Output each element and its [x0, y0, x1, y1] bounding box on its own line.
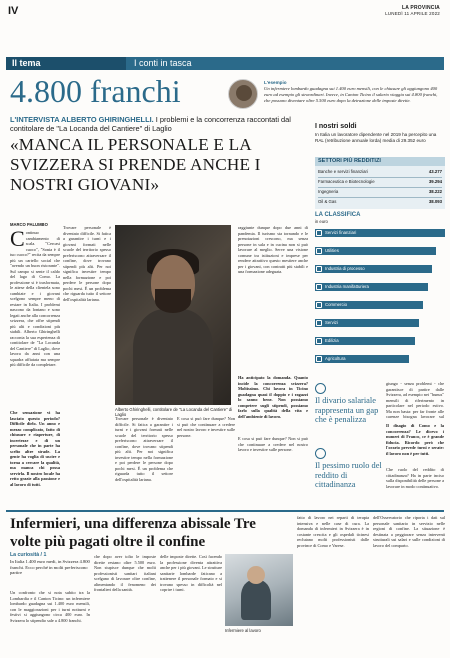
- sector-row: [318, 189, 442, 196]
- article-col2-text: Trovare personale è diventato difficile. Si fatica a garantire i turni e i giovani formati nelle scuole del territorio spesso preferiscono attraversare il confine, dove trovano stipendi più alti. Per noi significa investire tempo nella formazione e poi perdere le persone dopo pochi mesi. È un problema che riguarda tutto il settore dell'ospitalità lariana.: [63, 225, 111, 302]
- ranking-label: Edilizia: [325, 338, 339, 343]
- sector-row: [318, 179, 442, 186]
- sidebar-subtitle: In Italia un lavoratore dipendente nel 2019 ha percepito una RAL (retribuzione annuale lorda) media di 29.352 euro: [315, 132, 437, 143]
- lower-headline: Infermieri, una differenza abissale Tre volte più pagati oltre il confine: [10, 516, 256, 550]
- sector-icon: [316, 302, 322, 308]
- article-col3b-text: Ha anticipato la domanda. Quanto incide la concorrenza svizzera? Moltissimo. Chi lavora in Ticino guadagna quasi il doppio e i ragazzi lo sanno bene. Non possiamo competere sugli stipendi, possiamo farlo sulla qualità della vita e dell'ambiente di lavoro.: [238, 375, 308, 419]
- sector-icon: [316, 320, 322, 326]
- side-column-b-text: Il disagio di Como e la concorrenza? Le dicevo i numeri di Franco, ce è grande fiducia. Ricordo però che l'orario prevede turni e serate: il lavoro non è per tutti.: [386, 423, 444, 456]
- article-column-1b: [10, 410, 60, 505]
- section-title: Il tema: [12, 58, 41, 68]
- ranking-label: Industria manifatturiera: [325, 284, 369, 289]
- sector-divider: [318, 177, 442, 178]
- sector-name: Ingegneria: [318, 189, 339, 194]
- ranking-title: LA CLASSIFICA: [315, 212, 361, 218]
- ranking-row: [315, 298, 445, 310]
- article-column-2: [63, 225, 111, 505]
- dropcap: C: [10, 230, 25, 251]
- article-column-4: [238, 225, 308, 373]
- sector-name: Farmaceutica e Biotecnologie: [318, 179, 375, 184]
- ranking-label: Servizi: [325, 320, 338, 325]
- lower-column-3: [160, 554, 222, 655]
- lower-column-5: [373, 515, 445, 655]
- article-column-3a: [115, 416, 173, 506]
- lower-col1-text: Un confronto che si nota subito tra la Lombardia e il Canton Ticino: un infermiere lombardo guadagna sui 1.400 euro mensili, con le maggiorazioni per i turni notturni e festivi si aggiungono circa 400 euro. In Svizzera lo stipendio sale a 4.800 franchi.: [10, 590, 90, 623]
- article-col2-cont: Trovare personale è diventato difficile. Si fatica a garantire i turni e i giovani formati nelle scuole del territorio spesso preferiscono attraversare il confine, dove trovano stipendi più alti. Per noi significa investire tempo nella formazione e poi perdere le persone dopo pochi mesi. È un problema che riguarda tutto il settore dell'ospitalità lariana.: [115, 416, 173, 482]
- curiosity-title: La curiosità / 1: [10, 552, 47, 558]
- ranking-label: Industria di processo: [325, 266, 365, 271]
- big-number-headline: 4.800 franchi: [10, 73, 181, 109]
- article-column-3b: [177, 416, 235, 506]
- interview-deck: [10, 115, 310, 133]
- ranking-unit: in euro: [315, 219, 328, 224]
- nurse-photo: [225, 554, 293, 626]
- esempio-box: [264, 80, 442, 104]
- curiosity-text: In Italia 1.400 euro medi, in Svizzera 4.800 franchi. Ecco perché in molti preferiscono partire: [10, 559, 90, 576]
- sector-row: [318, 169, 442, 176]
- side-column-a-text: giungo - senza problemi - che garantisce di partire dalle Svizzera, ad esempio nei "bunus" mensili di riferimento in particolare nel periodo estivo. Ma non basta: per far fronte alle carenze bisogna lavorare sul: [386, 381, 444, 419]
- interview-kicker: L'INTERVISTA ALBERTO GHIRINGHELLI.: [10, 115, 154, 124]
- interview-photo: [115, 225, 231, 405]
- sector-name: Banche e servizi finanziari: [318, 169, 368, 174]
- article-col1-text: ontinuo cambiamento di scala. "Cercasi cuoco", "Sonia è il tuo cuoco?" recita da sempre più un cartello social che "avendo un buon ristorante". Sul campo si sente il caldo del lago di Como. La professione si è trasformata, le attese della clientela sono cambiate e i giovani scelgono sempre meno di restare in Italia. I problemi nascono da lontano e sono legati anche alla concorrenza svizzera, che offre stipendi più alti e condizioni più stabili. Alberto Ghiringhelli racconta la sua esperienza di contitolare de "La Locanda del Cantiere" di Laglio, dove lavora da anni con una squadra affiatata ma sempre più difficile da completare.: [10, 230, 60, 367]
- sector-value: 38.093: [428, 199, 442, 204]
- lower-column-1: [10, 590, 90, 655]
- sector-icon: [316, 284, 322, 290]
- sector-icon: [316, 266, 322, 272]
- side-column-a: [386, 381, 444, 421]
- lower-column-2: [94, 554, 156, 655]
- photo-caption: Alberto Ghiringhelli, contitolare de "La Locanda del Cantiere" di Laglio: [115, 407, 233, 417]
- divario-headline: Il divario salariale rappresenta un gap che è penalizza: [315, 396, 379, 425]
- sector-icon: [316, 248, 322, 254]
- article-column-4b: [238, 375, 308, 433]
- side-column-c: [386, 467, 444, 507]
- ranking-label: Utilities: [325, 248, 339, 253]
- sector-name: Oil & Gas: [318, 199, 337, 204]
- ranking-row: [315, 316, 445, 328]
- subsection-title: I conti in tasca: [134, 58, 192, 68]
- lower-column-4: [297, 515, 369, 655]
- sector-row: [318, 199, 442, 206]
- wallet-icon: [315, 448, 326, 459]
- article-col3c-repeat: E cosa si può fare dunque? Non si può che continuare a credere nel nostro lavoro e investire sulle persone.: [238, 436, 308, 452]
- issue-date: LUNEDÌ 11 APRILE 2022: [385, 11, 440, 16]
- side-column-b: [386, 423, 444, 465]
- ranking-label: Agricoltura: [325, 356, 346, 361]
- page-number: IV: [8, 5, 19, 17]
- article-column-1: [10, 230, 60, 408]
- sidebar-title: I nostri soldi: [315, 123, 357, 130]
- article-col3c-text: E cosa si può fare dunque? Non si può che continuare a credere nel nostro lavoro e investire sulle persone.: [177, 416, 235, 438]
- sector-icon: [316, 356, 322, 362]
- sector-divider: [318, 187, 442, 188]
- sector-value: 43.277: [428, 169, 442, 174]
- nurse-photo-caption: Infermiere al lavoro: [225, 628, 261, 633]
- side-column-c-text: Che ruolo del reddito di cittadinanza? Ha in parte inciso sulla disponibilità delle persone a lavorare in modo continuativo.: [386, 467, 444, 489]
- sector-value: 39.294: [428, 179, 442, 184]
- reddito-box: [315, 448, 383, 506]
- ranking-row: [315, 226, 445, 238]
- lower-col2-text: che dopo aver tolto le imposte dirette restano oltre 5.500 euro. Non stupisce dunque che molti professionisti sanitari italiani scelgano di lavorare oltre confine, alimentando il fenomeno dei frontalieri della sanità.: [94, 554, 156, 592]
- ranking-row: [315, 352, 445, 364]
- ranking-chart: [315, 226, 445, 376]
- avatar: [228, 79, 258, 109]
- masthead: [385, 5, 440, 16]
- interview-headline: «MANCA IL PERSONALE E LA SVIZZERA SI PRENDE ANCHE I NOSTRI GIOVANI»: [10, 135, 261, 194]
- ranking-label: Commercio: [325, 302, 347, 307]
- sectors-box-title: SETTORI PIÙ REDDITIZI: [318, 158, 381, 164]
- lower-section-rule: [6, 510, 444, 512]
- lower-col5-text: dell'Osservatorio che riporta i dati sul personale sanitario in servizio nelle regioni di confine. La situazione è destinata a peggiorare senza interventi strutturali sui salari e sulle condizioni di lavoro del comparto.: [373, 515, 445, 548]
- ranking-row: [315, 262, 445, 274]
- ranking-row: [315, 280, 445, 292]
- article-column-4c: [238, 436, 308, 506]
- lower-col3-text: delle imposte dirette. Così facendo la professione diventa attrattiva anche per i più giovani. Le strutture sanitarie lombarde faticano a trattenere il personale formato e si trovano spesso in difficoltà nel coprire i turni.: [160, 554, 222, 592]
- newspaper-name: LA PROVINCIA: [401, 5, 440, 11]
- divario-box: [315, 383, 383, 443]
- sector-icon: [316, 230, 322, 236]
- sector-icon: [316, 338, 322, 344]
- coin-icon: [315, 383, 326, 394]
- sector-value: 38.222: [428, 189, 442, 194]
- esempio-label: L'esempio: [264, 80, 287, 85]
- article-col3-text: raggiunte dunque dopo due anni di pandemia. Il turismo sta tornando e le prenotazioni crescono, ma senza persone in sala e in cucina non si può lavorare al meglio. Serve una visione comune tra istituzioni e imprese per rendere attrattivo questo mestiere anche per i giovani, con contratti più stabili e una formazione adeguata.: [238, 225, 308, 274]
- ranking-label: Servizi finanziari: [325, 230, 357, 235]
- article-col1b-text: Che sensazione vi ha lasciato questo periodo? Difficile dirlo. Un anno e mezzo complicato, fatto di chiusure e riaperture, di incertezze e di un personale che in parte ha scelto altre strade. La gente ha voglia di uscire e torna a cercare la qualità, ma manca chi possa servirla. Il nostro locale ha retto grazie alla passione e al lavoro di tutti.: [10, 410, 60, 487]
- byline: MARCO PALUMBO: [10, 222, 48, 227]
- interview-deck-text: I problemi e la concorrenza raccontati dal contitolare de "La Locanda del Cantiere" di Laglio: [10, 115, 291, 133]
- reddito-headline: Il pessimo ruolo del reddito di cittadinanza: [315, 461, 382, 490]
- lower-col4-text: fatto di lavoro nei reparti di terapia intensiva e nelle case di cura. La domanda di infermieri in Svizzera è in costante crescita e gli ospedali ticinesi reclutano molti professionisti dalle province di Como e Varese.: [297, 515, 369, 548]
- sector-divider: [318, 197, 442, 198]
- ranking-row: [315, 244, 445, 256]
- esempio-text: Un infermiere lombardo guadagna sui 1.400 euro mensili, con le chiusure gli aggiungono 400 euro ad esempio gli straordinari. Invece, in Canton Ticino il salario viaggia sui 4.800 franchi, che possono diventare oltre 5.500 euro dopo la detrazione delle imposte dirette.: [264, 86, 438, 103]
- ranking-row: [315, 334, 445, 346]
